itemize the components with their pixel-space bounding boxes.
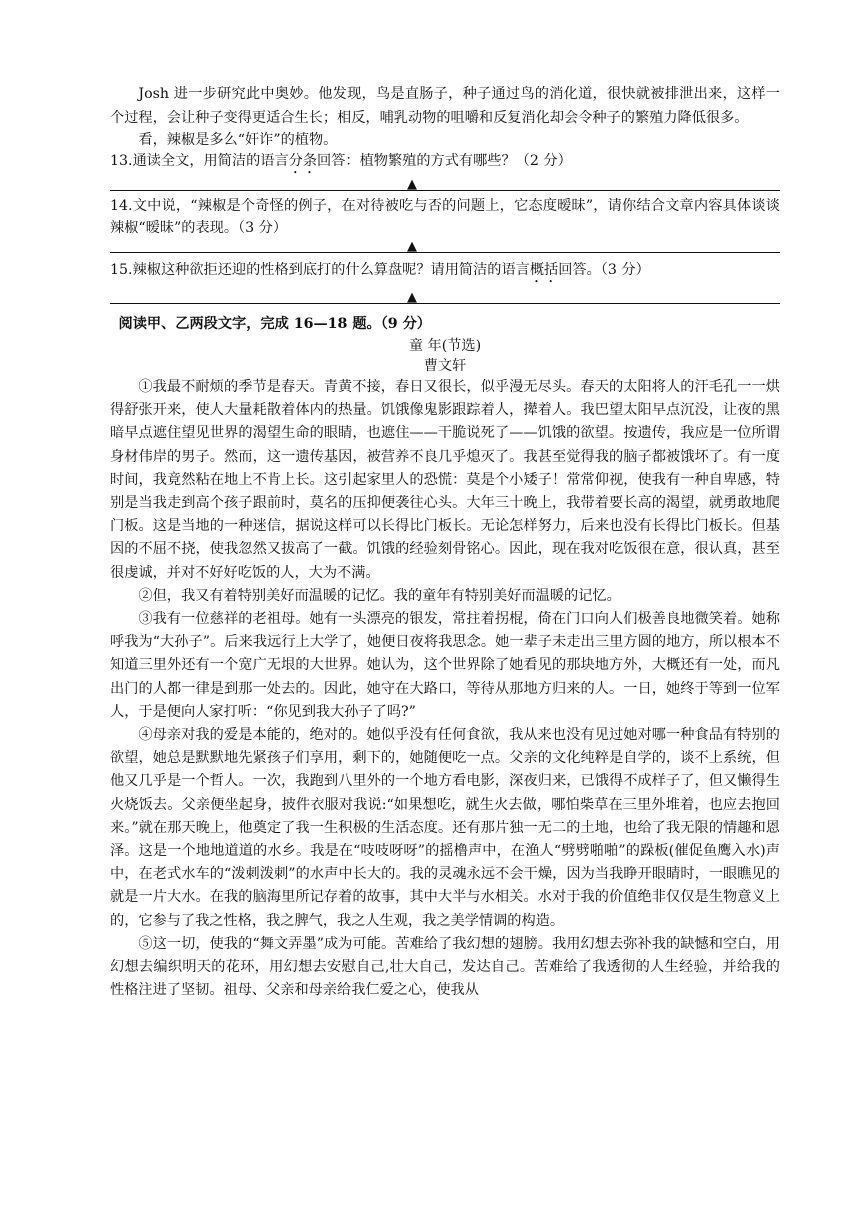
article-paragraph: ③我有一位慈祥的老祖母。她有一头漂亮的银发，常拄着拐棍，倚在门口向人们极善良地微笑着。她称呼我为“大孙子”。后来我远行上大学了，她便日夜将我思念。她一辈子未走出三里方圆的地方，所以根本不知道三里外还有一个宽广无垠的大世界。她认为，这个世界除了她看见的那块地方外，大概还有一处，而凡出门的人都一律是到那一处去的。因此，她守在大路口，等待从那地方归来的人。一日，她终于等到一位军人，于是便向人家打听：“你见到我大孙子了吗?”	[110, 611, 780, 720]
article-paragraph: ⑤这一切，使我的“舞文弄墨”成为可能。苦难给了我幻想的翅膀。我用幻想去弥补我的缺憾和空白，用幻想去编织明天的花环，用幻想去安慰自己,壮大自己，发达自己。苦难给了我透彻的人生经验，并给我的性格注进了坚韧。祖母、父亲和母亲给我仁爱之心，使我从	[110, 935, 780, 999]
article-paragraph: ②但，我又有着特别美好而温暖的记忆。我的童年有特别美好而温暖的记忆。	[138, 587, 621, 604]
section-heading: 阅读甲、乙两段文字，完成 16—18 题。（9 分）	[118, 316, 431, 332]
question-13: 13.通读全文，用简洁的语言分条回答：植物繁殖的方式有哪些？（2 分）	[110, 153, 572, 169]
emphasis-text: 概括	[529, 262, 559, 278]
answer-line-14[interactable]	[110, 239, 780, 255]
emphasis-text: 分条	[288, 153, 318, 169]
question-14: 14.文中说，“辣椒是个奇怪的例子，在对待被吃与否的问题上，它态度暧昧”，请你结合文章内容具体谈谈辣椒“暧昧”的表现。（3 分）	[110, 198, 780, 236]
answer-line-13[interactable]	[110, 177, 780, 193]
article-author: 曹文轩	[423, 358, 467, 374]
answer-triangle-icon: ▲	[407, 290, 417, 305]
exam-page	[110, 82, 780, 1002]
article-body	[110, 376, 780, 1002]
passage-paragraph: 看，辣椒是多么“奸诈”的植物。	[138, 132, 338, 148]
article-paragraph: ①我最不耐烦的季节是春天。青黄不接，春日又很长，似乎漫无尽头。春天的太阳将人的汗毛孔一一烘得舒张开来，使人大量耗散着体内的热量。饥饿像鬼影跟踪着人，撵着人。我巴望太阳早点沉没，让夜的黑暗早点遮住望见世界的渴望生命的眼睛，也遮住——干脆说死了——饥饿的欲望。按遗传，我应是一位所谓身材伟岸的男子。然而，这一遗传基因，被营养不良几乎熄灭了。我甚至觉得我的脑子都被饿坏了。有一度时间，我竟然粘在地上不肯上长。这引起家里人的恐慌：莫是个小矮子！常常仰视，使我有一种自卑感，特别是当我走到高个孩子跟前时，莫名的压抑便袭往心头。大年三十晚上，我带着要长高的渴望，就勇敢地爬门板。这是当地的一种迷信，据说这样可以长得比门板长。无论怎样努力，后来也没有长得比门板长。但基因的不屈不挠，使我忽然又拔高了一截。饥饿的经验刻骨铭心。因此，现在我对吃饭很在意，很认真，甚至很虔诚，并对不好好吃饭的人，大为不满。	[110, 379, 780, 581]
article-paragraph: ④母亲对我的爱是本能的，绝对的。她似乎没有任何食欲，我从来也没有见过她对哪一种食品有特别的欲望，她总是默默地先紧孩子们享用，剩下的，她随便吃一点。父亲的文化纯粹是自学的，谈不上系统，但他又几乎是一个哲人。一次，我跑到八里外的一个地方看电影，深夜归来，已饿得不成样子了，但又懒得生火烧饭去。父亲便坐起身，披件衣服对我说:“如果想吃，就生火去做，哪怕柴草在三里外堆着，也应去抱回来。”就在那天晚上，他奠定了我一生积极的生活态度。还有那片独一无二的土地，也给了我无限的情趣和恩泽。这是一个地地道道的水乡。我是在“吱吱呀呀”的摇橹声中，在渔人“劈劈啪啪”的跺板(催促鱼鹰入水)声中，在老式水车的“泼刺泼刺”的水声中长大的。我的灵魂永远不会干燥，因为当我睁开眼睛时，一眼瞧见的就是一片大水。在我的脑海里所记存着的故事，其中大半与水相关。水对于我的价值绝非仅仅是生物意义上的，它参与了我之性格，我之脾气，我之人生观，我之美学情调的构造。	[110, 727, 780, 929]
article-title: 童 年(节选)	[408, 338, 482, 354]
passage-paragraph: Josh 进一步研究此中奥妙。他发现，鸟是直肠子，种子通过鸟的消化道，很快就被排泄出来，这样一个过程，会让种子变得更适合生长；相反，哺乳动物的咀嚼和反复消化却会令种子的繁殖力降低很多。	[110, 86, 780, 126]
answer-triangle-icon: ▲	[407, 239, 417, 254]
question-15: 15.辣椒这种欲拒还迎的性格到底打的什么算盘呢？请用简洁的语言概括回答。（3 分）	[110, 262, 650, 278]
answer-triangle-icon: ▲	[407, 177, 417, 192]
answer-line-15[interactable]	[110, 286, 780, 306]
